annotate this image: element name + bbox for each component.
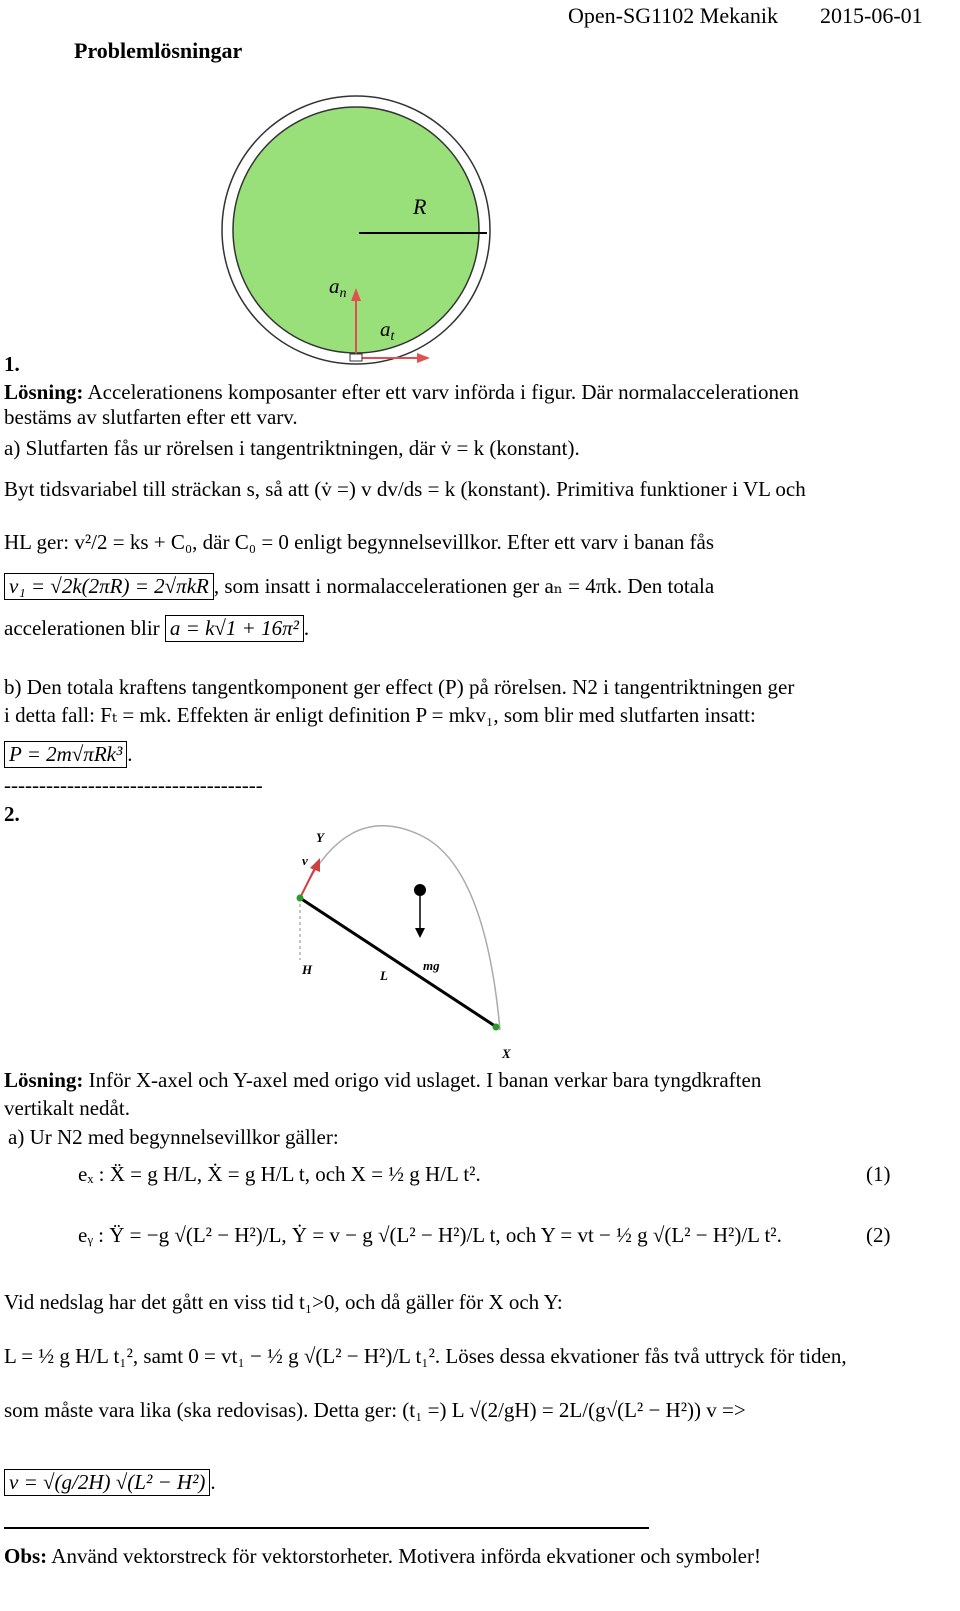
footer-text: Använd vektorstreck för vektorstorheter. Motivera införda ekvationer och symboler! (51, 1544, 761, 1568)
problem1-b-result (4, 742, 133, 766)
gravity-arrowhead (415, 928, 425, 938)
figure-circular-track (200, 90, 520, 380)
problem1-b-line1: b) Den totala kraftens tangentkomponent ger effect (P) på rörelsen. N2 i tangentriktningen ger (4, 675, 795, 699)
label-L: L (380, 968, 388, 983)
v1-result-box: v₁ = √2k(2πR) = 2√πkR (4, 573, 214, 600)
problem1-line3: a) Slutfarten fås ur rörelsen i tangentriktningen, där v̇ = k (konstant). (4, 436, 580, 460)
problem2-line4: Vid nedslag har det gått en viss tid t₁>0, och då gäller för X och Y: (4, 1290, 563, 1314)
label-an: an (329, 274, 347, 301)
problem2-result (4, 1470, 216, 1494)
impact-point (493, 1024, 500, 1031)
problem2-line1-text: Inför X-axel och Y-axel med origo vid uslaget. I banan verkar bara tyngdkraften (88, 1068, 762, 1092)
total-accel-box: a = k√1 + 16π² (165, 615, 304, 642)
problem1-line4: Byt tidsvariabel till sträckan s, så att (v̇ =) v dv/ds = k (konstant). Primitiva funktioner i VL och (4, 477, 806, 501)
footer-note (4, 1544, 761, 1568)
trajectory-arc (300, 826, 500, 1030)
equation-y: eᵧ : Ÿ = −g √(L² − H²)/L, Ẏ = v − g √(L² − H²)/L t, och Y = vt − ½ g √(L² − H²)/L t². (78, 1223, 782, 1247)
footer-label: Obs: (4, 1544, 48, 1568)
equation-x-number: (1) (866, 1162, 891, 1186)
launch-point (297, 895, 304, 902)
problem1-line7-post: . (303, 616, 310, 640)
separator: ------------------------------------- (4, 773, 263, 797)
equation-x: eₓ : Ẍ = g H/L, Ẋ = g H/L t, och X = ½ g H/L t². (78, 1162, 481, 1186)
tangential-accel-arrowhead (417, 353, 430, 363)
power-result-box: P = 2m√πRk³ (4, 741, 127, 768)
problem1-line7 (4, 616, 309, 640)
velocity-arrowhead (310, 858, 320, 872)
equation-y-number: (2) (866, 1223, 891, 1247)
label-mg: mg (423, 958, 440, 973)
label-at: at (380, 317, 395, 344)
label-R: R (413, 194, 427, 219)
label-H: H (302, 962, 313, 977)
header-date: 2015-06-01 (820, 3, 923, 28)
slope-line (300, 898, 498, 1028)
problem2-line6: som måste vara lika (ska redovisas). Detta ger: (t₁ =) L √(2/gH) = 2L/(g√(L² − H²)) v => (4, 1398, 746, 1422)
problem1-line2: bestäms av slutfarten efter ett varv. (4, 405, 298, 429)
label-Y: Y (316, 830, 324, 845)
problem1-line5: HL ger: v²/2 = ks + C₀, där C₀ = 0 enligt begynnelsevillkor. Efter ett varv i banan fås (4, 530, 715, 554)
velocity-result-box: v = √(g/2H) √(L² − H²) (4, 1469, 210, 1496)
ball (414, 884, 426, 896)
solution-label-2: Lösning: (4, 1068, 84, 1092)
problem2-line2: vertikalt nedåt. (4, 1096, 130, 1120)
figure-projectile-slope (270, 820, 530, 1065)
header-course: Open-SG1102 Mekanik (568, 3, 778, 28)
footer-rule (4, 1527, 649, 1529)
label-v: v (302, 853, 308, 868)
page-title: Problemlösningar (74, 38, 243, 63)
problem2-line1 (4, 1068, 761, 1092)
vehicle-marker (350, 354, 362, 361)
velocity-arrow (300, 866, 316, 898)
problem1-b-line2: i detta fall: Fₜ = mk. Effekten är enligt definition P = mkv₁, som blir med slutfarten insatt: (4, 703, 756, 727)
problem1-line6 (4, 574, 714, 598)
problem1-number: 1. (4, 352, 20, 376)
label-X: X (502, 1046, 511, 1061)
problem1-line1 (4, 380, 799, 404)
problem2-line3: a) Ur N2 med begynnelsevillkor gäller: (8, 1125, 339, 1149)
problem2-number: 2. (4, 802, 20, 826)
solution-label-1: Lösning: (4, 380, 84, 404)
problem1-b-post: . (127, 742, 133, 766)
problem1-line1-text: Accelerationens komposanter efter ett varv införda i figur. Där normalaccelerationen (87, 380, 799, 404)
problem1-line6-rest: , som insatt i normalaccelerationen ger aₙ = 4πk. Den totala (213, 574, 715, 598)
problem1-line7-pre: accelerationen blir (4, 616, 160, 640)
problem2-box-post: . (210, 1470, 216, 1494)
problem2-line5: L = ½ g H/L t₁², samt 0 = vt₁ − ½ g √(L² − H²)/L t₁². Löses dessa ekvationer fås två uttryck för tiden, (4, 1344, 847, 1368)
